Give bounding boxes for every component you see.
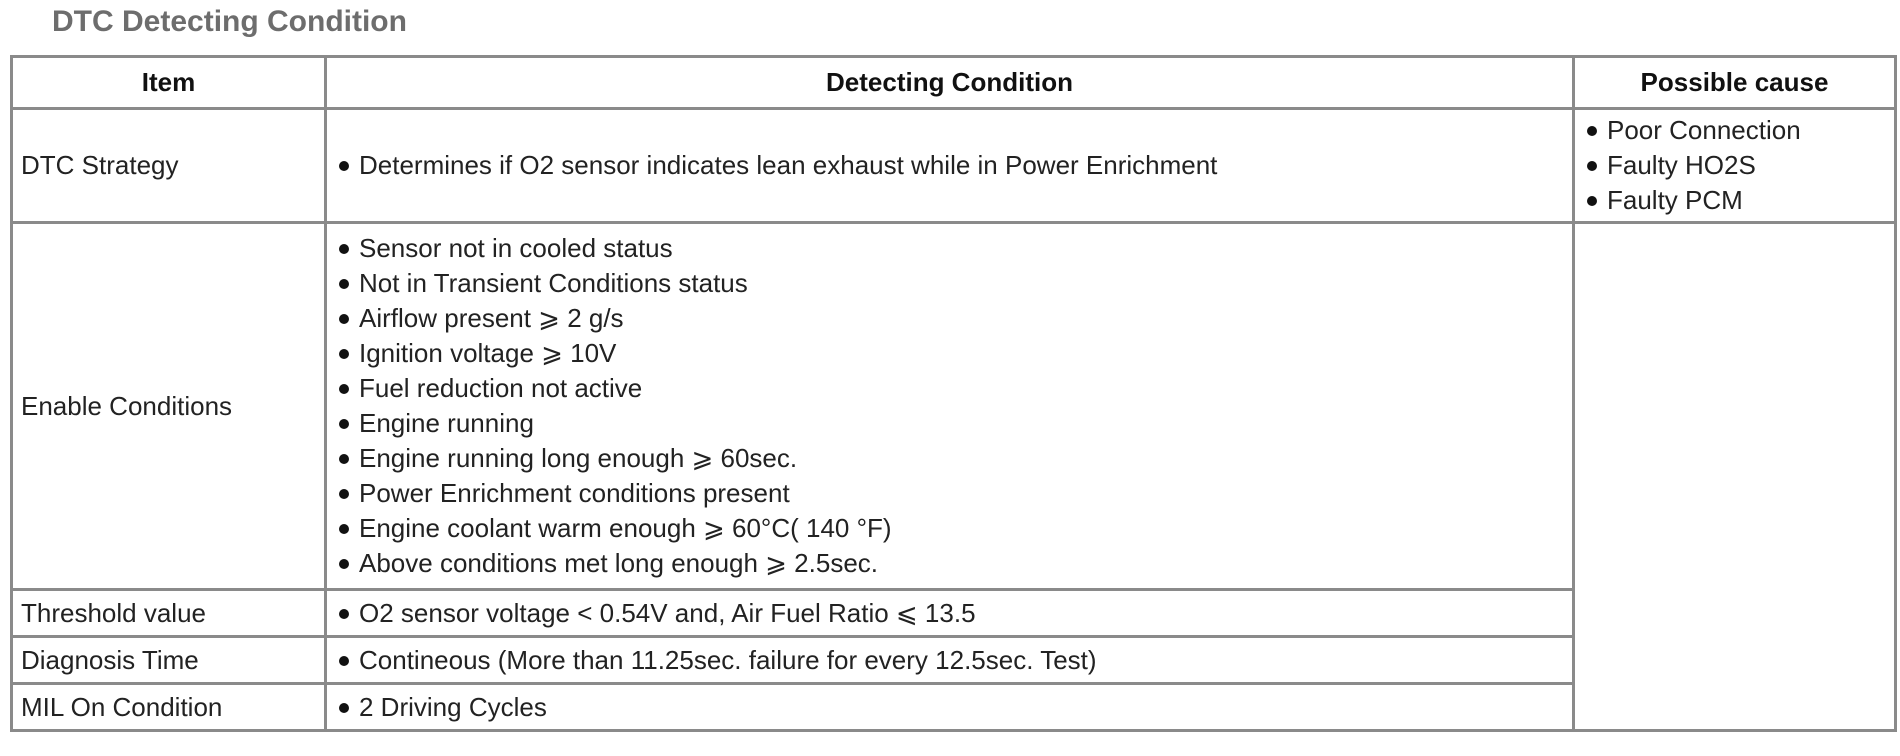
header-detecting-condition: Detecting Condition [326, 57, 1574, 109]
possible-cause-cell [1574, 109, 1896, 223]
condition-list [335, 690, 1564, 725]
condition-item: Power Enrichment conditions present [335, 476, 1564, 511]
item-cell: Threshold value [12, 590, 326, 637]
dtc-detecting-condition-table [10, 55, 1897, 732]
condition-item: Engine running long enough ⩾ 60sec. [335, 441, 1564, 476]
possible-cause-empty-cell [1574, 223, 1896, 731]
item-cell: MIL On Condition [12, 684, 326, 731]
condition-item: Engine coolant warm enough ⩾ 60°C( 140 °F) [335, 511, 1564, 546]
header-possible-cause: Possible cause [1574, 57, 1896, 109]
condition-item: Not in Transient Conditions status [335, 266, 1564, 301]
item-cell: Diagnosis Time [12, 637, 326, 684]
condition-cell [326, 590, 1574, 637]
condition-item: Engine running [335, 406, 1564, 441]
item-cell: Enable Conditions [12, 223, 326, 590]
condition-item: Sensor not in cooled status [335, 231, 1564, 266]
table-header-row [12, 57, 1896, 109]
possible-cause-list [1583, 113, 1886, 218]
condition-list [335, 231, 1564, 581]
condition-cell [326, 109, 1574, 223]
condition-item: Above conditions met long enough ⩾ 2.5sec. [335, 546, 1564, 581]
possible-cause-item: Faulty HO2S [1583, 148, 1886, 183]
condition-item: Airflow present ⩾ 2 g/s [335, 301, 1564, 336]
condition-cell [326, 223, 1574, 590]
possible-cause-item: Poor Connection [1583, 113, 1886, 148]
table-row-enable-conditions [12, 223, 1896, 590]
condition-item: Determines if O2 sensor indicates lean exhaust while in Power Enrichment [335, 148, 1564, 183]
condition-cell [326, 684, 1574, 731]
condition-item: Fuel reduction not active [335, 371, 1564, 406]
header-item: Item [12, 57, 326, 109]
condition-item: Contineous (More than 11.25sec. failure for every 12.5sec. Test) [335, 643, 1564, 678]
condition-item: Ignition voltage ⩾ 10V [335, 336, 1564, 371]
possible-cause-item: Faulty PCM [1583, 183, 1886, 218]
condition-item: 2 Driving Cycles [335, 690, 1564, 725]
condition-cell [326, 637, 1574, 684]
table-row-dtc-strategy [12, 109, 1896, 223]
condition-list [335, 596, 1564, 631]
condition-list [335, 148, 1564, 183]
page-title: DTC Detecting Condition [52, 5, 407, 38]
condition-item: O2 sensor voltage < 0.54V and, Air Fuel Ratio ⩽ 13.5 [335, 596, 1564, 631]
condition-list [335, 643, 1564, 678]
item-cell: DTC Strategy [12, 109, 326, 223]
